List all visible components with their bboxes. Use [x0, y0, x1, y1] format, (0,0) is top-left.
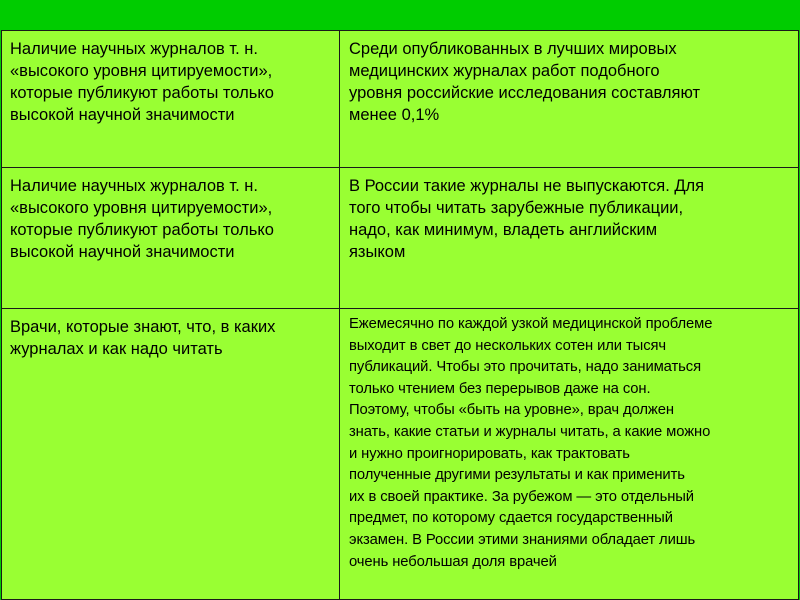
cell-text: Ежемесячно по каждой узкой медицинской проблеме выходит в свет до нескольких сотен или тысяч публикаций. Чтобы это прочитать, надо заниматься только чтением без перерывов даже на сон. Поэтому, чтобы «быть на уровне», врач должен знать, какие статьи и журналы читать, а какие можно и нужно проигнорировать, как трактовать полученные другими результаты и как применить их в своей практике. За рубежом — это отдельный предмет, по которому сдается государственный экзамен. В России этими знаниями обладает лишь очень небольшая доля врачей: [349, 316, 713, 570]
cell-text: Наличие научных журналов т. н. «высокого уровня цитируемости», которые публикуют работы только высокой научной значимости: [10, 177, 274, 261]
table-row: [2, 31, 798, 168]
table-cell-left: [2, 168, 340, 308]
table-cell-left: [2, 309, 340, 600]
cell-text: Врачи, которые знают, что, в каких журналах и как надо читать: [10, 318, 276, 358]
table-cell-right: [340, 31, 798, 167]
comparison-table: [1, 30, 799, 600]
table-cell-right: [340, 309, 798, 600]
table-cell-left: [2, 31, 340, 167]
cell-text: Наличие научных журналов т. н. «высокого уровня цитируемости», которые публикуют работы только высокой научной значимости: [10, 40, 274, 124]
table-cell-right: [340, 168, 798, 308]
cell-text: Среди опубликованных в лучших мировых медицинских журналах работ подобного уровня российские исследования составляют менее 0,1%: [349, 40, 701, 124]
table-row: [2, 168, 798, 309]
table-row: [2, 309, 798, 600]
cell-text: В России такие журналы не выпускаются. Для того чтобы читать зарубежные публикации, надо, как минимум, владеть английским языком: [349, 177, 705, 261]
